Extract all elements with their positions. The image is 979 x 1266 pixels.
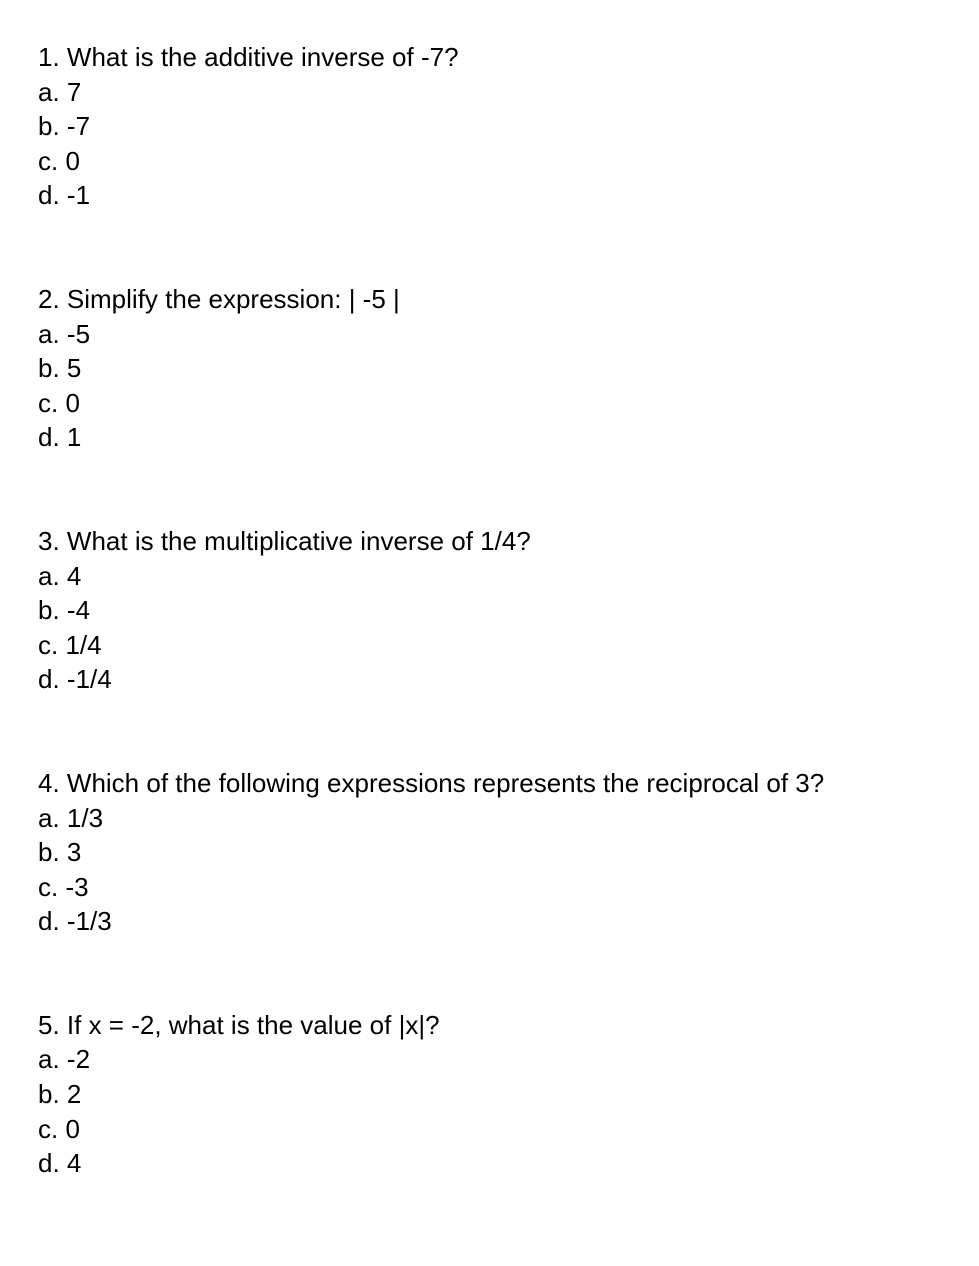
answer-option-d: d. 4 xyxy=(38,1148,82,1179)
question-prompt: 1. What is the additive inverse of -7? xyxy=(38,42,459,72)
answer-option-b: b. 3 xyxy=(38,837,82,868)
quiz-document xyxy=(38,40,958,1181)
answer-option-c: c. 1/4 xyxy=(38,629,102,660)
question-prompt: 2. Simplify the expression: | -5 | xyxy=(38,283,400,314)
answer-option-b: b. 5 xyxy=(38,353,82,384)
answer-option-a: a. -2 xyxy=(38,1044,91,1075)
answer-option-d: d. -1 xyxy=(38,180,91,211)
answer-option-c: c. 0 xyxy=(38,145,80,176)
answer-option-b: b. -4 xyxy=(38,595,91,626)
question-4 xyxy=(38,766,958,939)
answer-option-c: c. 0 xyxy=(38,1113,80,1144)
answer-option-d: d. -1/4 xyxy=(38,664,112,695)
question-2 xyxy=(38,282,958,455)
answer-option-a: a. 1/3 xyxy=(38,802,104,833)
answer-option-a: a. -5 xyxy=(38,318,91,349)
question-5 xyxy=(38,1008,958,1181)
answer-option-b: b. 2 xyxy=(38,1079,82,1110)
answer-option-d: d. -1/3 xyxy=(38,906,112,937)
question-1 xyxy=(38,40,958,213)
question-prompt: 3. What is the multiplicative inverse of 1/4? xyxy=(38,525,531,556)
answer-option-c: c. 0 xyxy=(38,387,80,418)
answer-option-b: b. -7 xyxy=(38,111,91,142)
question-3 xyxy=(38,524,958,697)
question-prompt: 5. If x = -2, what is the value of |x|? xyxy=(38,1009,440,1040)
answer-option-c: c. -3 xyxy=(38,871,89,902)
question-prompt: 4. Which of the following expressions represents the reciprocal of 3? xyxy=(38,767,825,798)
answer-option-a: a. 7 xyxy=(38,76,82,107)
answer-option-d: d. 1 xyxy=(38,422,82,453)
answer-option-a: a. 4 xyxy=(38,560,82,591)
